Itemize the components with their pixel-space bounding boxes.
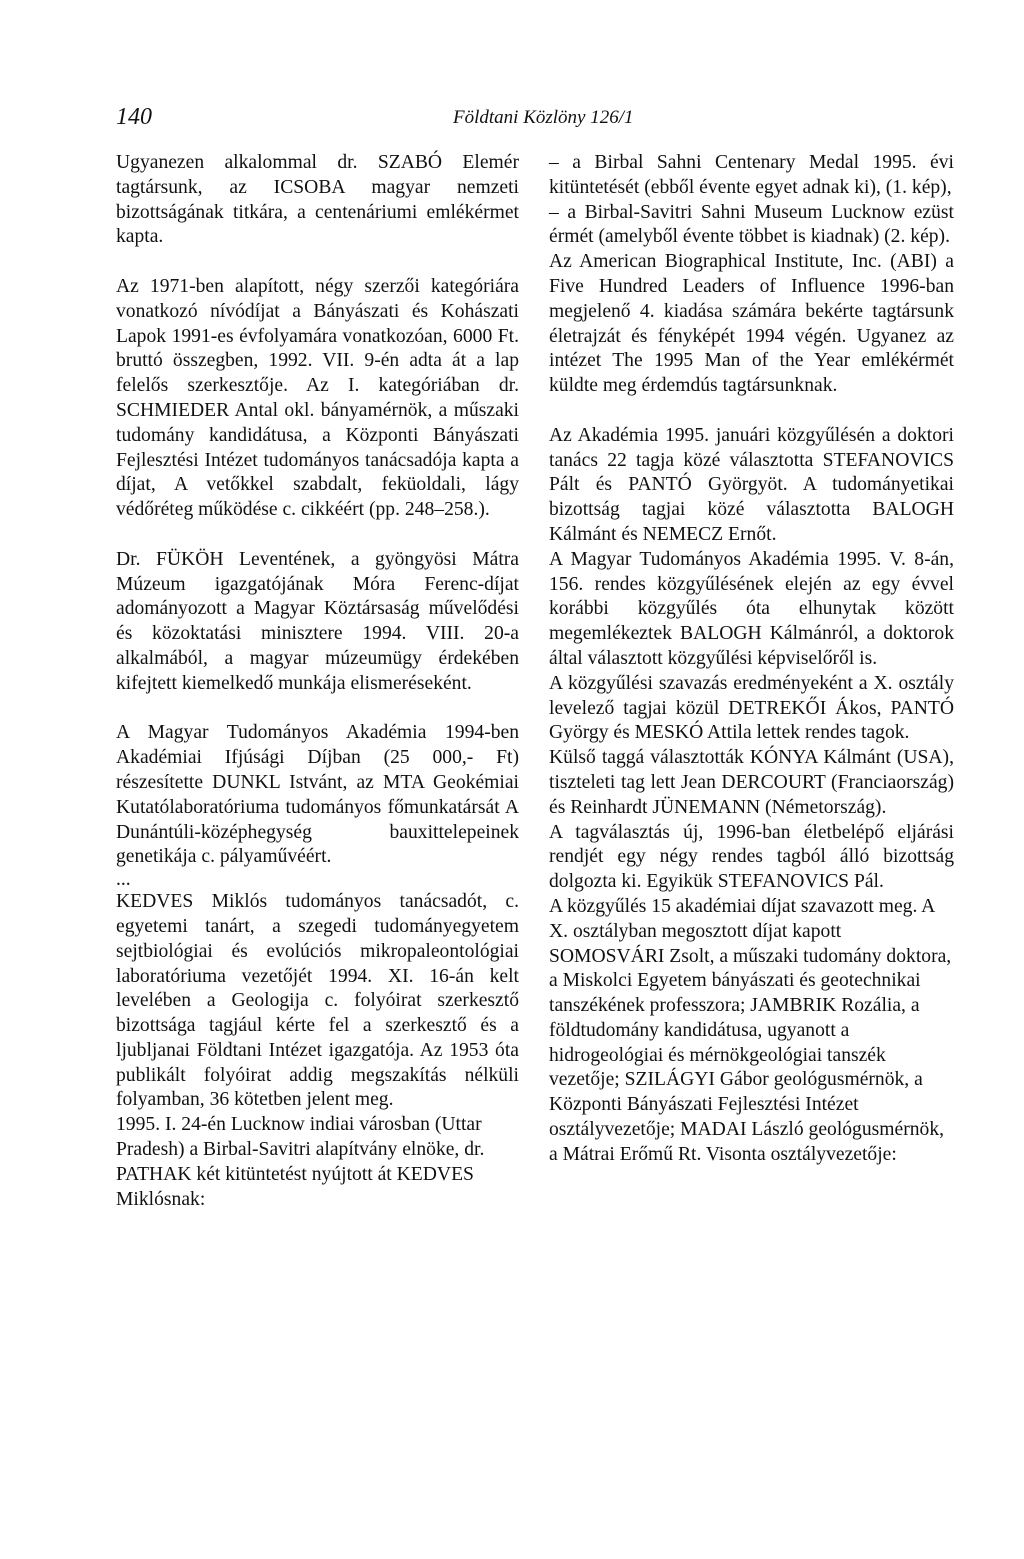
section-separator: ...	[116, 869, 131, 891]
paragraph-fukoh: Dr. FÜKÖH Leventének, a gyöngyösi Mátra Múzeum igazgatójának Móra Ferenc-díjat adományozott a Magyar Köztársaság művelődési és közoktatási minisztere 1994. VIII. 20-a alkalmából, a magyar múzeumügy érdekében kifejtett kiemelkedő munkája elismeréseként.	[116, 548, 519, 694]
left-column	[116, 151, 519, 1212]
list-item-museum-medal: – a Birbal-Savitri Sahni Museum Lucknow ezüst érmét (amelyből évente többet is kiadnak) (2. kép).	[549, 201, 954, 248]
paragraph-akademiai-dij: A közgyűlés 15 akadémiai díjat szavazott meg. A X. osztályban megosztott díjat kapott SOMOSVÁRI Zsolt, a műszaki tudomány doktora, a Miskolci Egyetem bányászati és geotechnikai tanszékének professzora; JAMBRIK Rozália, a földtudomány kandidátusa, ugyanott a hidrogeológiai és mérnökgeológiai tanszék vezetője; SZILÁGYI Gábor geológusmérnök, a Központi Bányászati Fejlesztési Intézet osztályvezetője; MADAI László geológusmérnök, a Mátrai Erőmű Rt. Visonta osztályvezetője:	[549, 895, 952, 1165]
paragraph-abi: Az American Biographical Institute, Inc. (ABI) a Five Hundred Leaders of Influence 1996-ban megjelenő 4. kiadása számára bekérte tagtársunk életrajzát és fényképét 1994 végén. Ugyanez az intézet The 1995 Man of the Year emlékérmét küldte meg érdemdús tagtársunknak.	[549, 251, 954, 397]
paragraph-tagvalasztas: A tagválasztás új, 1996-ban életbelépő eljárási rendjét egy négy rendes tagból álló bizottság dolgozta ki. Egyikük STEFANOVICS Pál.	[549, 821, 954, 893]
paragraph-szavazas: A közgyűlési szavazás eredményeként a X. osztály levelező tagjai közül DETREKŐI Ákos, PANTÓ György és MESKÓ Attila lettek rendes tagok.	[549, 672, 954, 744]
paragraph-dunkl: A Magyar Tudományos Akadémia 1994-ben Akadémiai Ifjúsági Díjban (25 000,- Ft) részesítette DUNKL Istvánt, az MTA Geokémiai Kutatólaboratóriuma tudományos főmunkatársát A Dunántúli-középhegység bauxittelepeinek genetikája c. pályaművéért.	[116, 722, 519, 868]
paragraph-szabo: Ugyanezen alkalommal dr. SZABÓ Elemér tagtársunk, az ICSOBA magyar nemzeti bizottságának titkára, a centenáriumi emlékérmet kapta.	[116, 152, 519, 248]
page-header	[116, 104, 908, 134]
paragraph-lucknow: 1995. I. 24-én Lucknow indiai városban (Uttar Pradesh) a Birbal-Savitri alapítvány elnöke, dr. PATHAK két kitüntetést nyújtott át KEDVES Miklósnak:	[116, 1114, 485, 1210]
paragraph-nivodij: Az 1971-ben alapított, négy szerzői kategóriára vonatkozó nívódíjat a Bányászati és Kohászati Lapok 1991-es évfolyamára vonatkozóan, 6000 Ft. bruttó összegben, 1992. VII. 9-én adta át a lap felelős szerkesztője. Az I. kategóriában dr. SCHMIEDER Antal okl. bányamérnök, a műszaki tudomány kandidátusa, a Központi Bányászati Fejlesztési Intézet tudományos tanácsadója kapta a díjat, A vetőkkel szabdalt, feküoldali, lágy védőréteg működése c. cikkéért (pp. 248–258.).	[116, 275, 519, 521]
list-item-centenary-medal: – a Birbal Sahni Centenary Medal 1995. évi kitüntetését (ebből évente egyet adnak ki), (1. kép),	[549, 152, 954, 198]
paragraph-kedves: KEDVES Miklós tudományos tanácsadót, c. egyetemi tanárt, a szegedi tudományegyetem sejtbiológiai és evolúciós mikropaleontológiai laboratóriuma vezetőjét 1994. XI. 16-án kelt levelében a Geologija c. folyóirat szerkesztő bizottsága tagjául kérte fel a szerkesztő és a ljubljanai Földtani Intézet igazgatója. Az 1953 óta publikált folyóirat addig megszakítás nélküli folyamban, 36 kötetben jelent meg.	[116, 891, 519, 1111]
paragraph-kozgyules: A Magyar Tudományos Akadémia 1995. V. 8-án, 156. rendes közgyűlésének elején az egy évvel korábbi közgyűlés óta elhunytak között megemlékeztek BALOGH Kálmánról, a doktorok által választott közgyűlési képviselőről is.	[549, 548, 954, 669]
paragraph-kulso-tag: Külső taggá választották KÓNYA Kálmánt (USA), tiszteleti tag lett Jean DERCOURT (Franciaország) és Reinhardt JÜNEMANN (Németország).	[549, 747, 954, 818]
right-column	[549, 151, 954, 1168]
paragraph-akademia-doktori: Az Akadémia 1995. januári közgyűlésén a doktori tanács 22 tagja közé választotta STEFANOVICS Pált és PANTÓ Györgyöt. A tudományetikai bizottság tagjai közé választotta BALOGH Kálmánt és NEMECZ Ernőt.	[549, 424, 954, 545]
page-number: 140	[116, 104, 152, 130]
journal-title: Földtani Közlöny 126/1	[453, 107, 634, 128]
